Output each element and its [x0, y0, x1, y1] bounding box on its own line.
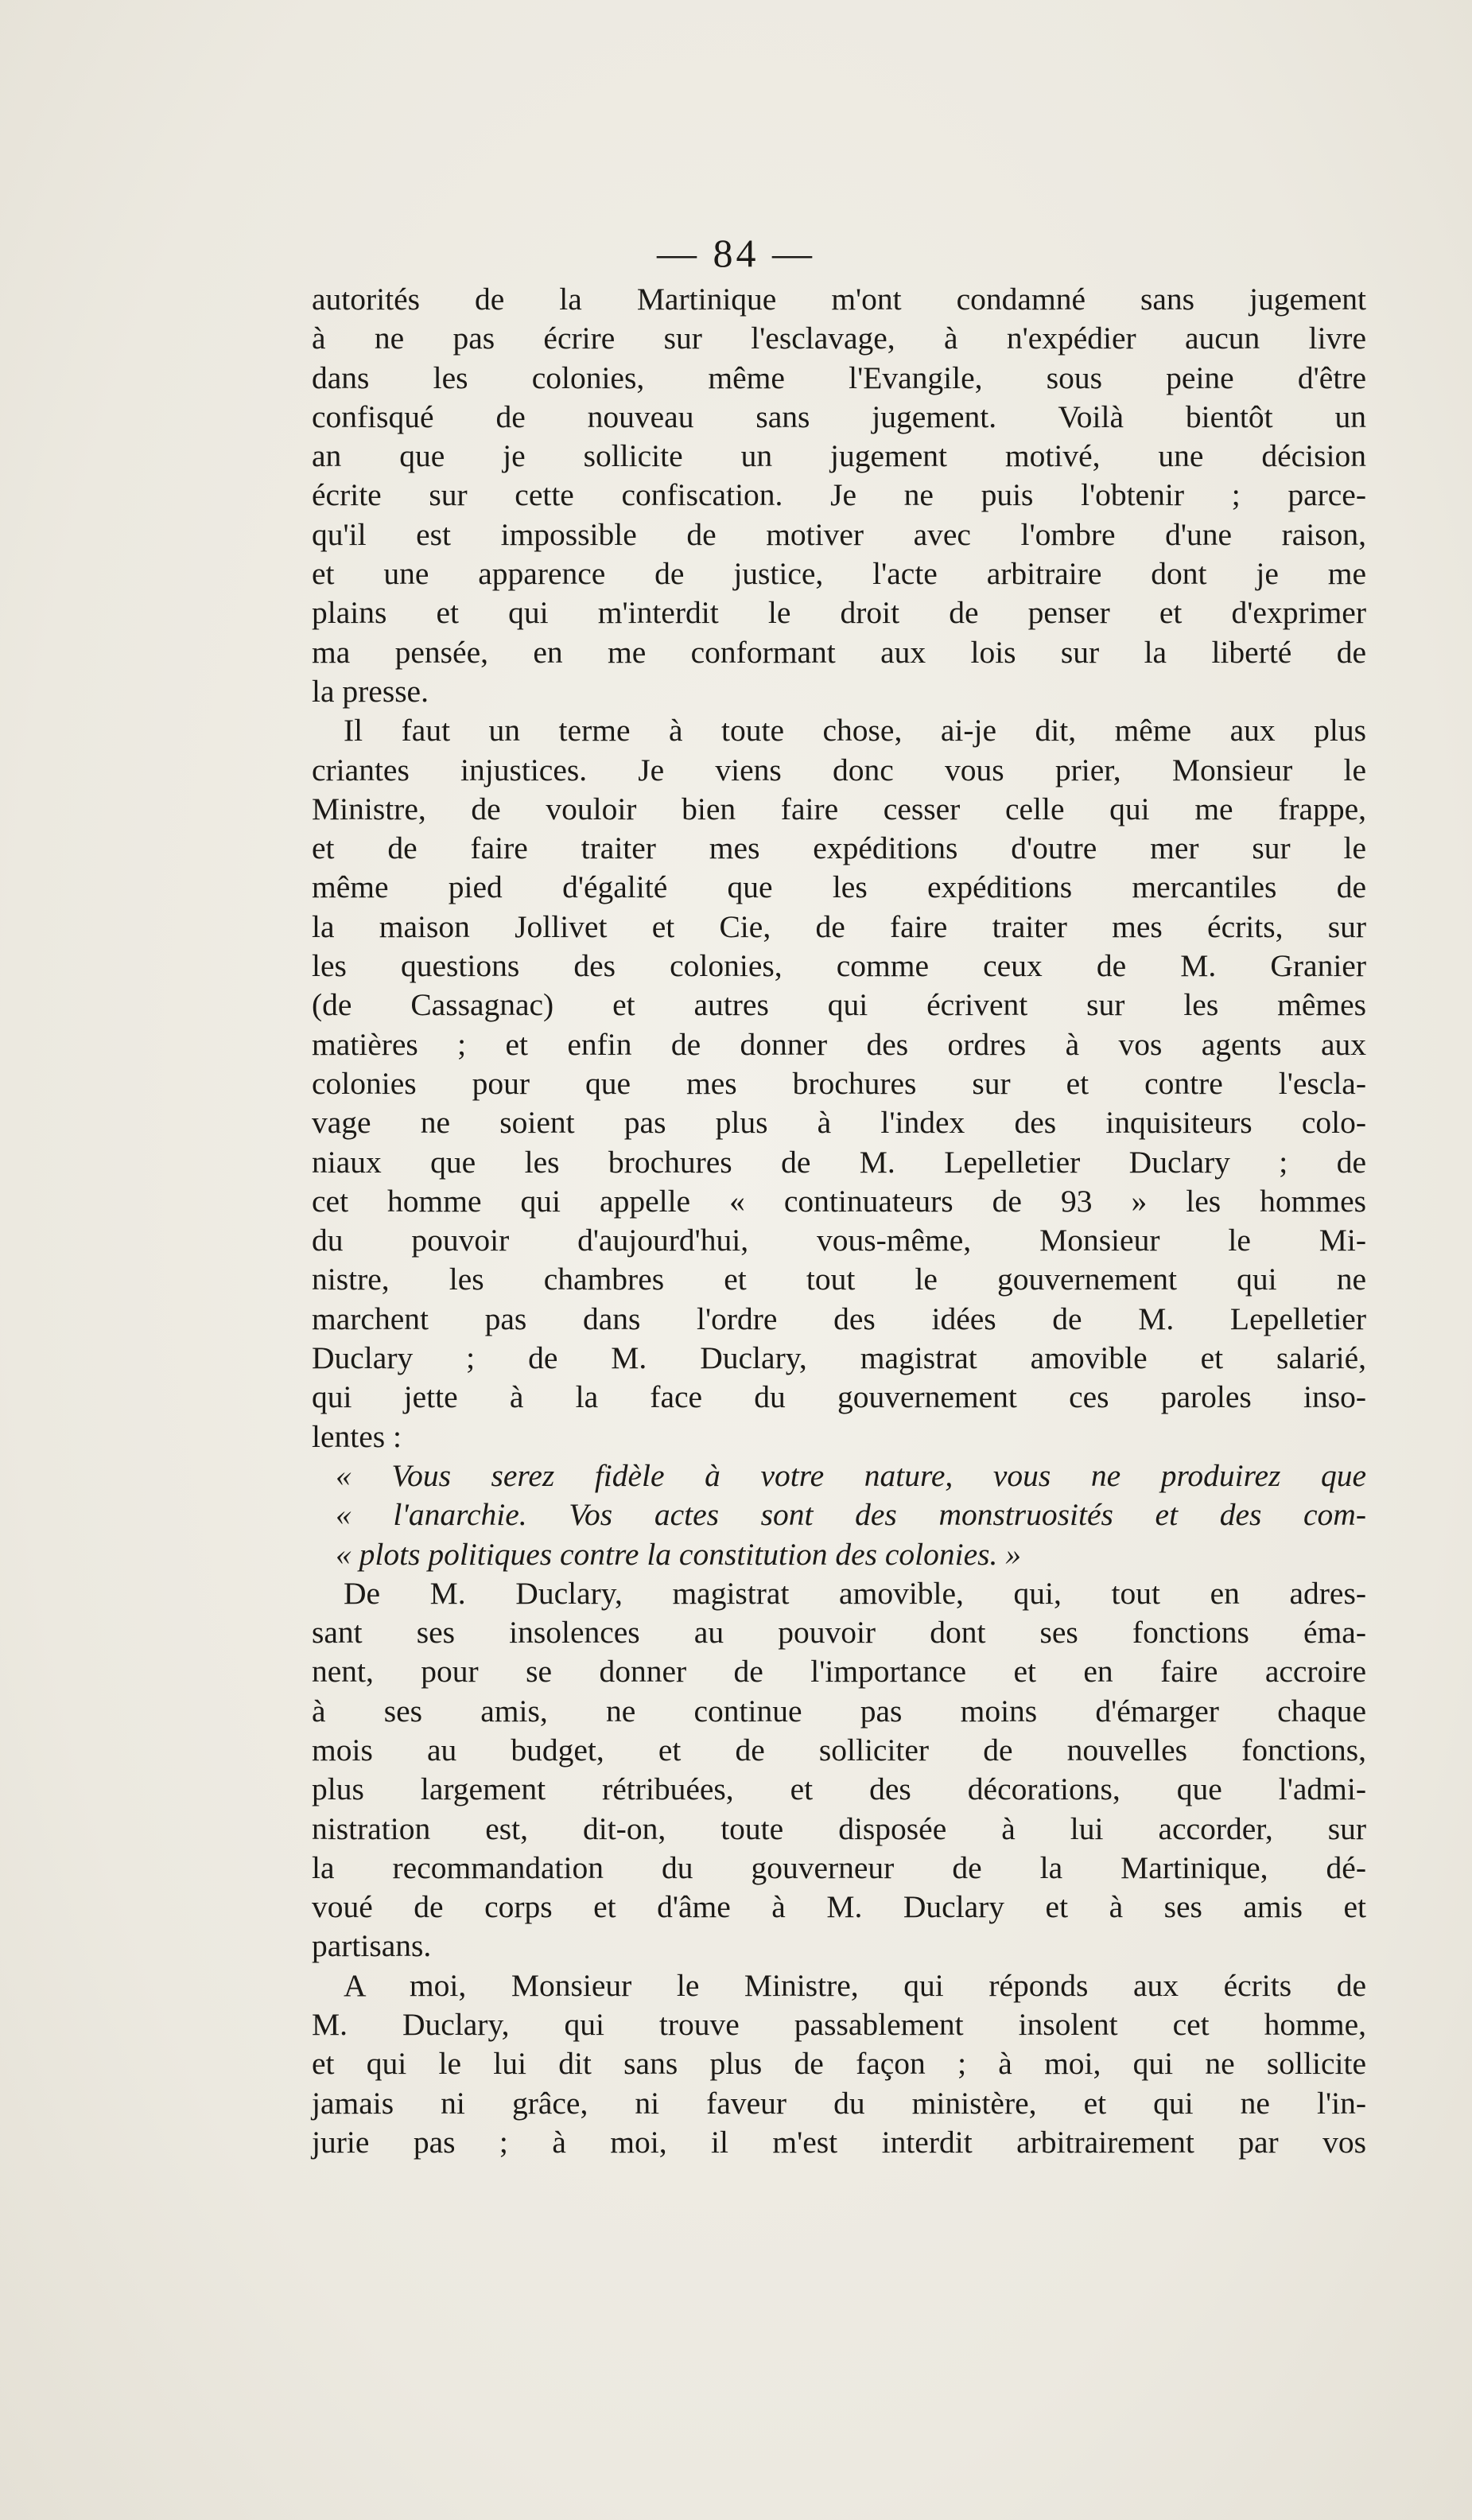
text-line: écrite sur cette confiscation. Je ne puis l'obtenir ; parce-: [312, 477, 1366, 513]
text-line: qui jette à la face du gouvernement ces paroles inso-: [312, 1379, 1366, 1415]
text-line: à ses amis, ne continue pas moins d'émarger chaque: [312, 1693, 1366, 1729]
text-line: nistration est, dit-on, toute disposée à lui accorder, sur: [312, 1810, 1366, 1846]
text-line: Ministre, de vouloir bien faire cesser celle qui me frappe,: [312, 791, 1366, 826]
text-line: (de Cassagnac) et autres qui écrivent sur les mêmes: [312, 987, 1366, 1023]
text-line: lentes :: [312, 1418, 402, 1454]
body-text: [312, 280, 1366, 2162]
text-line: même pied d'égalité que les expéditions mercantiles de: [312, 869, 1366, 905]
text-line: nistre, les chambres et tout le gouvernement qui ne: [312, 1262, 1366, 1297]
text-line: criantes injustices. Je viens donc vous prier, Monsieur le: [312, 752, 1366, 788]
text-line: et qui le lui dit sans plus de façon ; à moi, qui ne sollicite: [312, 2046, 1366, 2082]
text-line: an que je sollicite un jugement motivé, une décision: [312, 438, 1366, 474]
text-line: jurie pas ; à moi, il m'est interdit arbitrairement par vos: [312, 2124, 1366, 2160]
text-line: plains et qui m'interdit le droit de penser et d'exprimer: [312, 595, 1366, 631]
text-line: la presse.: [312, 673, 429, 709]
quote-line: « plots politiques contre la constitution des colonies. »: [336, 1536, 1021, 1572]
text-line: sant ses insolences au pouvoir dont ses fonctions éma-: [312, 1615, 1366, 1651]
quote-line: « l'anarchie. Vos actes sont des monstruosités et des com-: [336, 1497, 1366, 1533]
quote-line: « Vous serez fidèle à votre nature, vous ne produirez que: [336, 1457, 1366, 1493]
text-line: A moi, Monsieur le Ministre, qui réponds aux écrits de: [344, 1967, 1366, 2003]
text-line: les questions des colonies, comme ceux de M. Granier: [312, 948, 1366, 984]
text-line: plus largement rétribuées, et des décorations, que l'admi-: [312, 1771, 1366, 1807]
text-line: mois au budget, et de solliciter de nouvelles fonctions,: [312, 1732, 1366, 1768]
text-line: confisqué de nouveau sans jugement. Voilà bientôt un: [312, 399, 1366, 434]
text-line: vage ne soient pas plus à l'index des inquisiteurs colo-: [312, 1105, 1366, 1141]
text-line: marchent pas dans l'ordre des idées de M. Lepelletier: [312, 1301, 1366, 1336]
text-line: nent, pour se donner de l'importance et en faire accroire: [312, 1654, 1366, 1690]
page-number: — 84 —: [657, 231, 815, 275]
text-line: la recommandation du gouverneur de la Martinique, dé-: [312, 1849, 1366, 1885]
text-line: dans les colonies, même l'Evangile, sous peine d'être: [312, 360, 1366, 395]
text-line: niaux que les brochures de M. Lepelletier Duclary ; de: [312, 1144, 1366, 1180]
text-line: partisans.: [312, 1928, 432, 1964]
text-line: qu'il est impossible de motiver avec l'ombre d'une raison,: [312, 516, 1366, 552]
text-line: Il faut un terme à toute chose, ai-je dit, même aux plus: [344, 713, 1366, 749]
text-line: du pouvoir d'aujourd'hui, vous-même, Monsieur le Mi-: [312, 1223, 1366, 1258]
text-line: autorités de la Martinique m'ont condamné sans jugement: [312, 282, 1366, 317]
text-line: Duclary ; de M. Duclary, magistrat amovible et salarié,: [312, 1340, 1366, 1376]
text-line: et de faire traiter mes expéditions d'outre mer sur le: [312, 830, 1366, 866]
text-line: De M. Duclary, magistrat amovible, qui, tout en adres-: [344, 1575, 1366, 1611]
text-line: matières ; et enfin de donner des ordres à vos agents aux: [312, 1026, 1366, 1062]
text-line: voué de corps et d'âme à M. Duclary et à ses amis et: [312, 1889, 1366, 1925]
text-line: jamais ni grâce, ni faveur du ministère, et qui ne l'in-: [312, 2085, 1366, 2121]
text-line: ma pensée, en me conformant aux lois sur la liberté de: [312, 634, 1366, 670]
text-line: cet homme qui appelle « continuateurs de 93 » les hommes: [312, 1183, 1366, 1219]
text-line: colonies pour que mes brochures sur et contre l'escla-: [312, 1065, 1366, 1101]
text-line: M. Duclary, qui trouve passablement insolent cet homme,: [312, 2007, 1366, 2043]
text-line: à ne pas écrire sur l'esclavage, à n'expédier aucun livre: [312, 321, 1366, 356]
text-line: et une apparence de justice, l'acte arbitraire dont je me: [312, 556, 1366, 592]
text-line: la maison Jollivet et Cie, de faire traiter mes écrits, sur: [312, 908, 1366, 944]
